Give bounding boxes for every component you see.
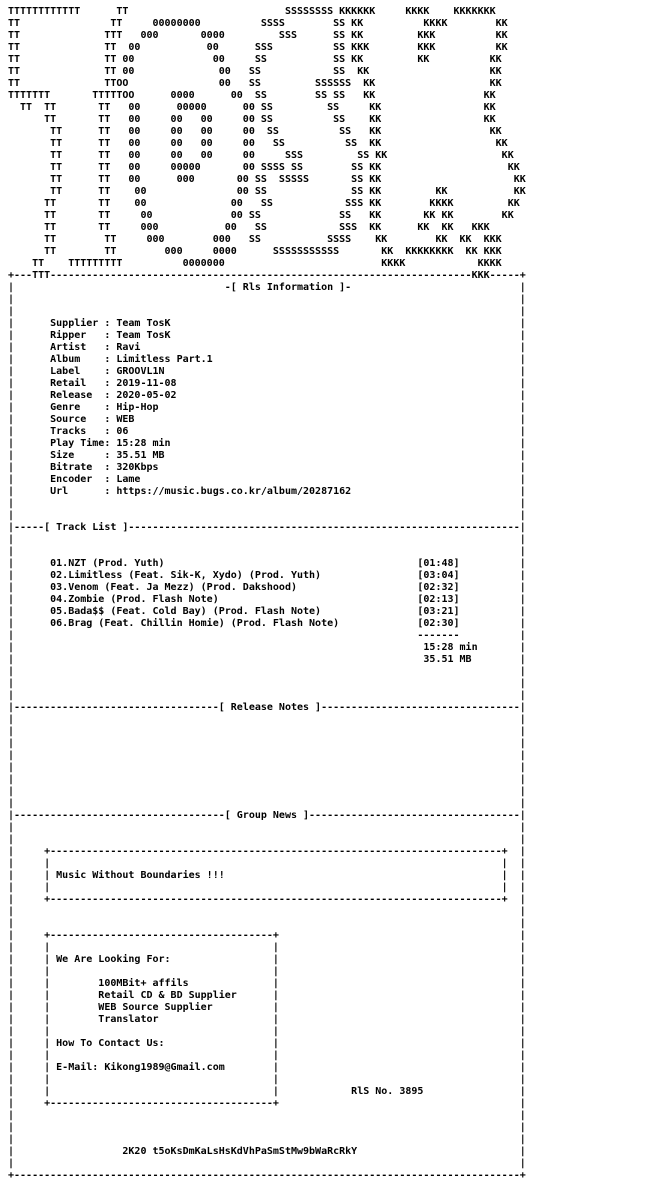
nfo-line: | Release : 2020-05-02 |	[8, 390, 526, 401]
nfo-line: TT TT 000 000 SS SSSS KK KK KK KKK	[8, 234, 502, 245]
nfo-line: |----------------------------------[ Release Notes ]---------------------------------|	[8, 702, 526, 713]
nfo-line: | Supplier : Team TosK |	[8, 318, 526, 329]
nfo-line: | Ripper : Team TosK |	[8, 330, 526, 341]
nfo-line: | |	[8, 1134, 526, 1145]
nfo-line: | | | RlS No. 3895 |	[8, 1086, 526, 1097]
nfo-line: | | | |	[8, 1050, 526, 1061]
nfo-line: | |	[8, 726, 526, 737]
nfo-line: | -[ Rls Information ]- |	[8, 282, 526, 293]
nfo-line: | Play Time: 15:28 min |	[8, 438, 526, 449]
nfo-line: | | | |	[8, 1026, 526, 1037]
nfo-line: | |	[8, 750, 526, 761]
nfo-line: TT TT 00 00 SS SS KK KK KK	[8, 186, 526, 197]
nfo-line: TT TT 00 00000 00 SSSS SS SS KK KK	[8, 162, 520, 173]
nfo-line: | | Translator | |	[8, 1014, 526, 1025]
nfo-line: | |	[8, 666, 526, 677]
nfo-line: TT TT 00 00 00 00 SS SS KK KK	[8, 138, 508, 149]
nfo-line: | Source : WEB |	[8, 414, 526, 425]
nfo-line: TT TTT 000 0000 SSS SS KK KKK KK	[8, 30, 508, 41]
nfo-line: | | How To Contact Us: | |	[8, 1038, 526, 1049]
nfo-line: | | WEB Source Supplier | |	[8, 1002, 526, 1013]
nfo-line: | 06.Brag (Feat. Chillin Homie) (Prod. Flash Note) [02:30] |	[8, 618, 526, 629]
nfo-line: | Label : GROOVL1N |	[8, 366, 526, 377]
nfo-line: | |	[8, 714, 526, 725]
nfo-line: TT TT 000 0000 SSSSSSSSSSS KK KKKKKKKK KK KKK	[8, 246, 502, 257]
nfo-line: | | | |	[8, 858, 526, 869]
nfo-line: +---TTT----------------------------------------------------------------------KKK-----+	[8, 270, 526, 281]
nfo-line: | |	[8, 1158, 526, 1169]
nfo-line: | +-------------------------------------+ |	[8, 1098, 526, 1109]
nfo-line: | Tracks : 06 |	[8, 426, 526, 437]
nfo-line: | |	[8, 534, 526, 545]
nfo-line: | 03.Venom (Feat. Ja Mezz) (Prod. Dakshood) [02:32] |	[8, 582, 526, 593]
nfo-line: | +---------------------------------------------------------------------------+ |	[8, 846, 526, 857]
nfo-line: TTTTTTTTTTTT TT SSSSSSSS KKKKKK KKKK KKKKKKK	[8, 6, 496, 17]
nfo-line: | |	[8, 546, 526, 557]
nfo-line: TTTTTTT TTTTTOO 0000 00 SS SS SS KK KK	[8, 90, 496, 101]
nfo-line: TT TTOO 00 SS SSSSSS KK KK	[8, 78, 502, 89]
nfo-line: | |	[8, 798, 526, 809]
nfo-line: TT TT 00000000 SSSS SS KK KKKK KK	[8, 18, 508, 29]
nfo-line: TT TT 00 00 SS SS KK KK	[8, 66, 502, 77]
nfo-line: | |	[8, 774, 526, 785]
nfo-line: TT TT 00 00 00 00 SSS SS KK KK	[8, 150, 514, 161]
nfo-line: | Album : Limitless Part.1 |	[8, 354, 526, 365]
nfo-line: | |	[8, 918, 526, 929]
nfo-line: TT TT 00 00 00 00 SS SS KK KK	[8, 114, 496, 125]
nfo-line: | |	[8, 306, 526, 317]
nfo-line: +------------------------------------------------------------------------------------+	[8, 1170, 526, 1181]
nfo-line: | |	[8, 822, 526, 833]
nfo-line: |-----------------------------------[ Group News ]-----------------------------------|	[8, 810, 526, 821]
nfo-line: TT TTTTTTTTT 0000000 KKKK KKKK	[8, 258, 502, 269]
nfo-line: | |	[8, 834, 526, 845]
nfo-line: | |	[8, 738, 526, 749]
nfo-line: | | Music Without Boundaries !!! | |	[8, 870, 526, 881]
nfo-line: | |	[8, 786, 526, 797]
nfo-line: TT TT TT 00 00000 00 SS SS KK KK	[8, 102, 496, 113]
nfo-line: | Retail : 2019-11-08 |	[8, 378, 526, 389]
nfo-line: TT TT 00 00 SSS SS KKK KKK KK	[8, 42, 508, 53]
nfo-line: | |	[8, 906, 526, 917]
nfo-line: TT TT 00 00 SS SSS KK KKKK KK	[8, 198, 520, 209]
nfo-line: |-----[ Track List ]-----------------------------------------------------------------|	[8, 522, 526, 533]
nfo-line: | | Retail CD & BD Supplier | |	[8, 990, 526, 1001]
nfo-line: TT TT 00 00 00 00 SS SS KK KK	[8, 126, 502, 137]
nfo-line: | | | |	[8, 1074, 526, 1085]
nfo-line: | | | |	[8, 882, 526, 893]
nfo-line: | +---------------------------------------------------------------------------+ |	[8, 894, 526, 905]
nfo-line: | 15:28 min |	[8, 642, 526, 653]
nfo-line: | 01.NZT (Prod. Yuth) [01:48] |	[8, 558, 526, 569]
nfo-line: | |	[8, 1110, 526, 1121]
nfo-line: | Bitrate : 320Kbps |	[8, 462, 526, 473]
nfo-line: | | | |	[8, 966, 526, 977]
nfo-line: | 2K20 t5oKsDmKaLsHsKdVhPaSmStMw9bWaRcRkY |	[8, 1146, 526, 1157]
nfo-line: TT TT 00 00 SS SS KK KK KK KK	[8, 210, 514, 221]
nfo-line: | | 100MBit+ affils | |	[8, 978, 526, 989]
nfo-line: | 04.Zombie (Prod. Flash Note) [02:13] |	[8, 594, 526, 605]
nfo-line: | |	[8, 690, 526, 701]
nfo-line: | |	[8, 1122, 526, 1133]
nfo-line: | Size : 35.51 MB |	[8, 450, 526, 461]
nfo-line: TT TT 000 00 SS SSS KK KK KK KKK	[8, 222, 490, 233]
nfo-line: | |	[8, 510, 526, 521]
nfo-line: | 02.Limitless (Feat. Sik-K, Xydo) (Prod. Yuth) [03:04] |	[8, 570, 526, 581]
nfo-line: | |	[8, 498, 526, 509]
nfo-line: | |	[8, 294, 526, 305]
nfo-line: | Genre : Hip-Hop |	[8, 402, 526, 413]
nfo-line: TT TT 00 000 00 SS SSSSS SS KK KK	[8, 174, 526, 185]
nfo-line: | | We Are Looking For: | |	[8, 954, 526, 965]
nfo-line: | 05.Bada$$ (Feat. Cold Bay) (Prod. Flash Note) [03:21] |	[8, 606, 526, 617]
nfo-line: | | E-Mail: Kikong1989@Gmail.com | |	[8, 1062, 526, 1073]
nfo-line: | Artist : Ravi |	[8, 342, 526, 353]
nfo-line: | |	[8, 678, 526, 689]
nfo-line: | ------- |	[8, 630, 526, 641]
nfo-line: | Encoder : Lame |	[8, 474, 526, 485]
nfo-line: | Url : https://music.bugs.co.kr/album/20287162 |	[8, 486, 526, 497]
nfo-line: | |	[8, 762, 526, 773]
nfo-line: TT TT 00 00 SS SS KK KK KK	[8, 54, 502, 65]
nfo-line: | +-------------------------------------+ |	[8, 930, 526, 941]
nfo-line: | 35.51 MB |	[8, 654, 526, 665]
nfo-line: | | | |	[8, 942, 526, 953]
